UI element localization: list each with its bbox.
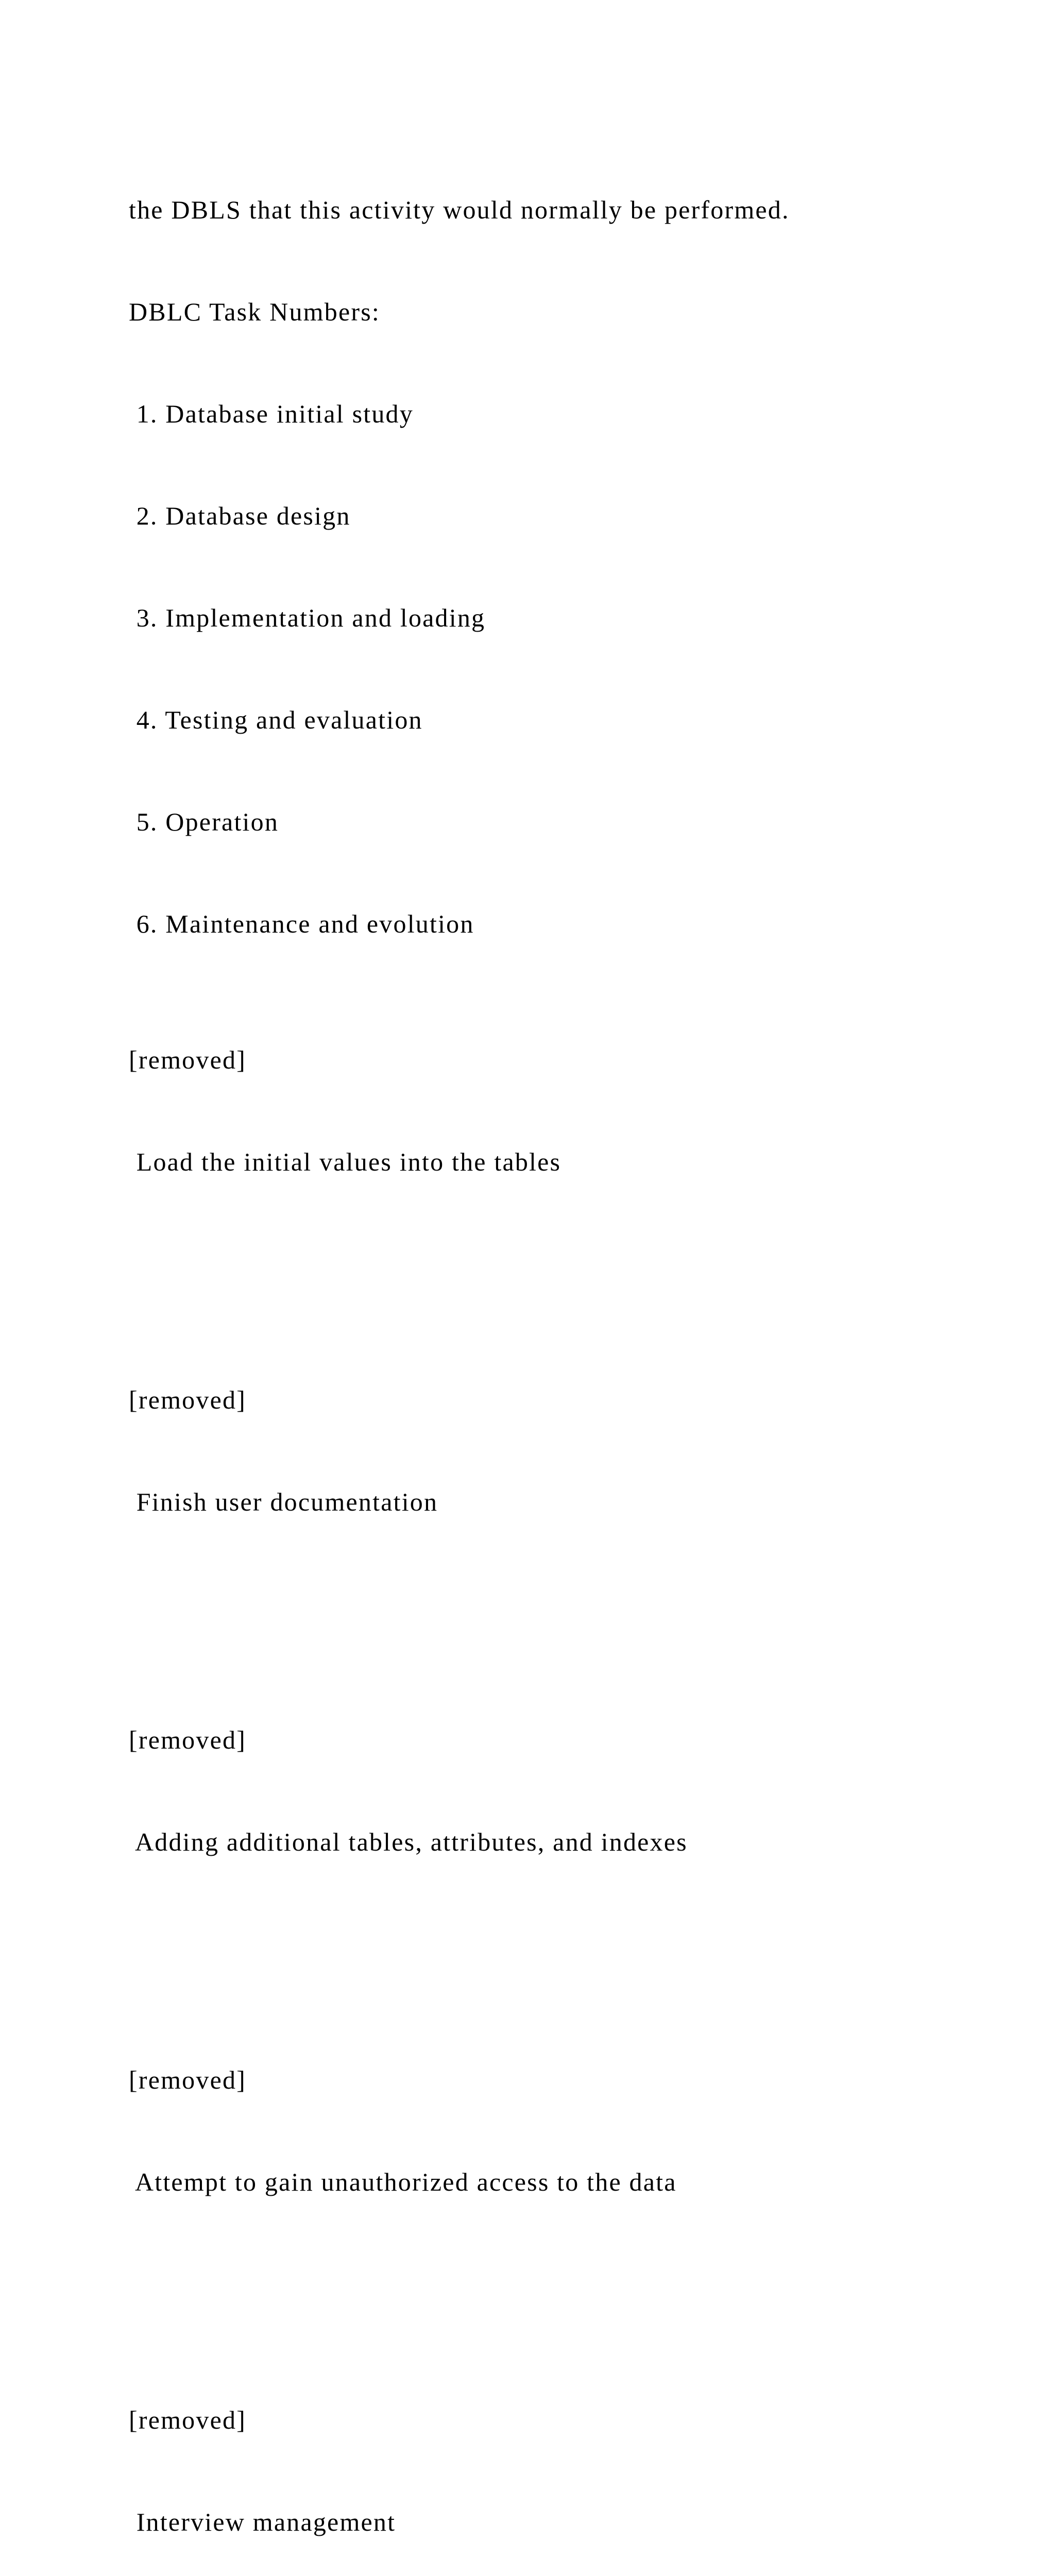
removed-marker: [removed] bbox=[129, 1045, 247, 1074]
task-number-item: 3. Implementation and loading bbox=[129, 603, 486, 632]
activity-text: Finish user documentation bbox=[129, 1487, 438, 1516]
blank-line bbox=[129, 2267, 932, 2301]
activity-text: Load the initial values into the tables bbox=[129, 1147, 561, 1176]
blank-line bbox=[129, 1587, 932, 1621]
activity-text: Attempt to gain unauthorized access to the data bbox=[129, 2167, 677, 2196]
task-number-item: 1. Database initial study bbox=[129, 399, 414, 428]
removed-marker: [removed] bbox=[129, 1725, 247, 1754]
removed-marker: [removed] bbox=[129, 2065, 247, 2094]
blank-line bbox=[129, 1247, 932, 1281]
document-body bbox=[129, 125, 932, 2576]
task-number-item: 6. Maintenance and evolution bbox=[129, 909, 474, 938]
activity-text: Interview management bbox=[129, 2507, 396, 2536]
activity-text: Adding additional tables, attributes, and indexes bbox=[129, 1827, 688, 1856]
task-number-item: 5. Operation bbox=[129, 807, 279, 836]
task-numbers-heading: DBLC Task Numbers: bbox=[129, 297, 380, 326]
removed-marker: [removed] bbox=[129, 1385, 247, 1414]
blank-line bbox=[129, 1927, 932, 1961]
intro-line: the DBLS that this activity would normally be performed. bbox=[129, 195, 790, 224]
task-number-item: 2. Database design bbox=[129, 501, 351, 530]
removed-marker: [removed] bbox=[129, 2405, 247, 2434]
task-number-item: 4. Testing and evaluation bbox=[129, 705, 423, 734]
